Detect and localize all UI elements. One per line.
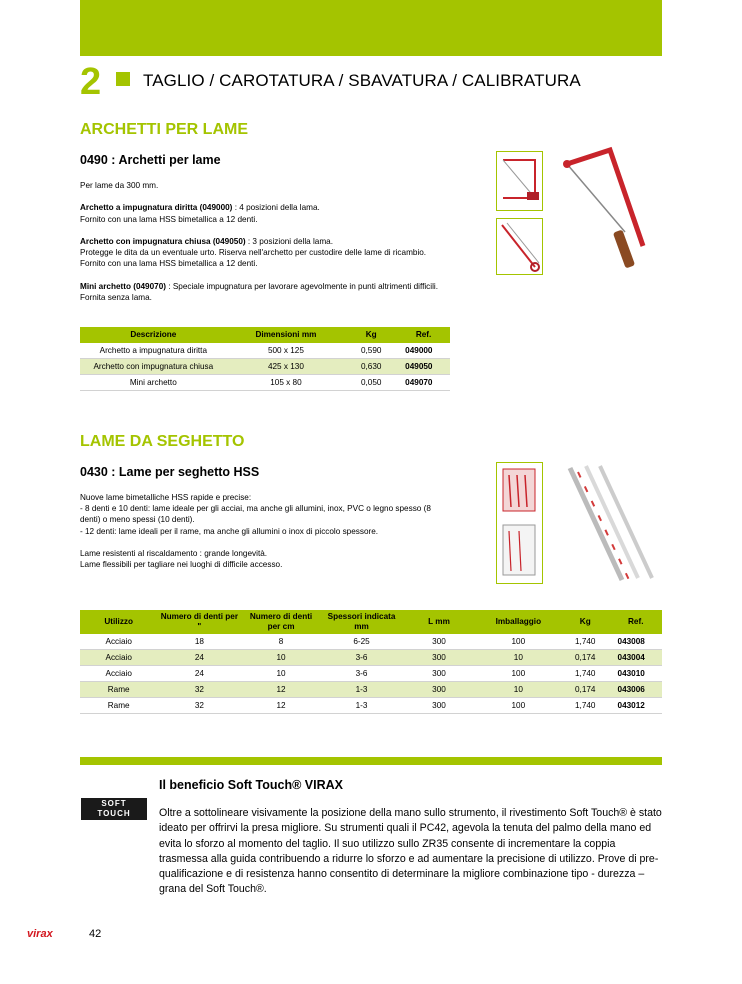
product-title-0490: 0490 : Archetti per lame <box>80 153 221 167</box>
hacksaw-main-image <box>555 146 665 276</box>
table-row: Acciaio 24 10 3-6 300 100 1,740 043010 <box>80 666 662 682</box>
soft-touch-logo: SOFT TOUCH <box>81 798 147 820</box>
blade-pack-image <box>496 462 543 584</box>
blades-image <box>560 462 665 587</box>
table-row: Archetto con impugnatura chiusa 425 x 130 0,630 049050 <box>80 359 450 375</box>
chapter-square-icon <box>116 72 130 86</box>
section-title-lame: LAME DA SEGHETTO <box>80 433 245 450</box>
virax-logo: virax <box>27 928 53 940</box>
hacksaw-small-image-1 <box>496 151 543 211</box>
item-2: Archetto con impugnatura chiusa (049050) : 3 posizioni della lama. <box>80 237 333 247</box>
item-3: Mini archetto (049070) : Speciale impugnatura per lavorare agevolmente in punti altrimenti difficili. <box>80 281 438 291</box>
item-1: Archetto a impugnatura diritta (049000) : 4 posizioni della lama. <box>80 203 320 213</box>
page-number: 42 <box>89 928 102 940</box>
benefit-divider <box>80 757 662 765</box>
product-title-0430: 0430 : Lame per seghetto HSS <box>80 465 260 479</box>
table-row: Rame 32 12 1-3 300 100 1,740 043012 <box>80 698 662 714</box>
hacksaw-small-image-2 <box>496 218 543 275</box>
benefit-text: Oltre a sottolineare visivamente la posizione della mano sullo strumento, il rivestimento Soft Touch® è stato ideato per offrirvi la presa migliore. Su strumenti quali il PC42, agevola la tenuta del palmo della mano ed evita lo sforzo al momento del taglio. Il suo utilizzo sullo ZR35 consente di incrementare la coppia trasmessa alla guida contribuendo a ridurre lo sforzo e ad aumentare la precisione di utilizzo. Prove di pre-qualificazione e di resistenza hanno consentito di determinare la migliore combinazione tipo - durezza – grana del Soft Touch®. <box>159 807 662 896</box>
table-row: Archetto a impugnatura diritta 500 x 125 0,590 049000 <box>80 343 450 359</box>
chapter-title: TAGLIO / CAROTATURA / SBAVATURA / CALIBRATURA <box>143 71 581 90</box>
section-title-archetti: ARCHETTI PER LAME <box>80 121 248 138</box>
header-bar <box>80 0 662 56</box>
table-row: Rame 32 12 1-3 300 10 0,174 043006 <box>80 682 662 698</box>
archetti-table: Descrizione Dimensioni mm Kg Ref. Archetto a impugnatura diritta 500 x 125 0,590 049000 Archetto con impugnatura chiusa 425 x 130 0,630 049050 Mini archetto 105 x 80 0,050 049070 <box>80 327 450 391</box>
table-row: Mini archetto 105 x 80 0,050 049070 <box>80 375 450 391</box>
section1-description: Per lame da 300 mm. Archetto a impugnatura diritta (049000) : 4 posizioni della lama. Fornito con una lama HSS bimetallica a 12 denti. Archetto con impugnatura chiusa (049050) : 3 posizioni della lama. Protegge le dita da un eventuale urto. Riserva nell'archetto per custodire delle lame di ricambio. Fornito con una lama HSS bimetallica a 12 denti. Mini archetto (049070) : Speciale impugnatura per lavorare agevolmente in punti altrimenti difficili. Fornita senza lama. <box>80 180 480 303</box>
chapter-number: 2 <box>80 61 102 103</box>
section2-description: Nuove lame bimetalliche HSS rapide e precise: - 8 denti e 10 denti: lame ideale per gli acciai, ma anche gli allumini, inox, PVC o legno spesso (8 denti) o meno spessi (10 denti). - 12 denti: lame ideali per il rame, ma anche gli allumini o inox di piccolo spessore. Lame resistenti al riscaldamento : grande longevità. Lame flessibili per tagliare nei luoghi di difficile accesso. <box>80 493 431 570</box>
intro-text: Per lame da 300 mm. <box>80 181 159 190</box>
benefit-title: Il beneficio Soft Touch® VIRAX <box>159 778 343 792</box>
lame-table: Utilizzo Numero di denti per " Numero di denti per cm Spessori indicata mm L mm Imballaggio Kg Ref. Acciaio 18 8 6-25 300 100 1,740 043008 Acciaio 24 10 3-6 300 10 0,174 043004 Acciaio 24 10 3-6 300 100 1,740 043010 Rame 32 12 1-3 300 10 0,174 043006 Rame 32 12 1-3 300 100 1,740 043012 <box>80 610 662 714</box>
table-row: Acciaio 18 8 6-25 300 100 1,740 043008 <box>80 634 662 650</box>
table-row: Acciaio 24 10 3-6 300 10 0,174 043004 <box>80 650 662 666</box>
